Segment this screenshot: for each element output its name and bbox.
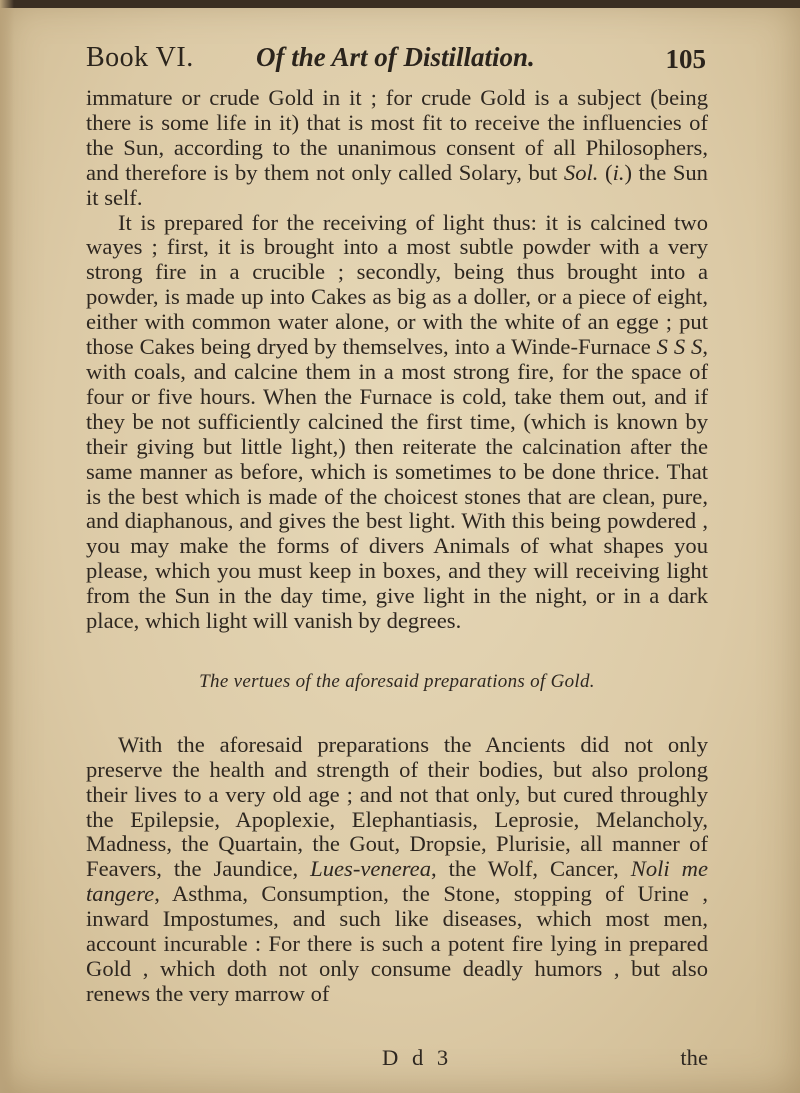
book-label: Book VI. xyxy=(86,42,194,73)
page-footer xyxy=(86,1045,708,1071)
paragraph-3: With the aforesaid preparations the Ancients did not only preserve the health and strength of their bodies, but also prolong their lives to a very old age ; and not that only, but cured throughly the Epilepsie, Apoplexie, Elephantiasis, Leprosie, Melancholy, Madness, the Quartain, the Gout, Dropsie, Plurisie, all manner of Feavers, the Jaundice, Lues-venerea, the Wolf, Cancer, Noli me tangere, Asthma, Consumption, the Stone, stopping of Urine , inward Impostumes, and such like diseases, which most men, account incurable : For there is such a potent fire lying in prepared Gold , which doth not only consume deadly humors , but also renews the very marrow of xyxy=(86,731,708,1006)
page-top-edge xyxy=(0,0,800,8)
running-title: Of the Art of Distillation. xyxy=(256,42,535,72)
signature-mark: D d 3 xyxy=(382,1045,453,1070)
page-number: 105 xyxy=(665,44,706,74)
paragraph-1: immature or crude Gold in it ; for crude Gold is a subject (being there is some life in it) that is most fit to receive the influencies of the Sun, according to the unanimous consent of all Philosophers, and therefore is by them not only called Solary, but Sol. (i.) the Sun it self. xyxy=(86,85,708,210)
running-header xyxy=(86,42,706,86)
section-heading: The vertues of the aforesaid preparations of Gold. xyxy=(199,670,595,692)
page-binding-shadow xyxy=(0,0,14,1093)
paragraph-2: It is prepared for the receiving of light thus: it is calcined two wayes ; first, it is brought into a most subtle powder with a very strong fire in a crucible ; secondly, being thus brought into a powder, is made up into Cakes as big as a doller, or a piece of eight, either with common water alone, or with the white of an egge ; put those Cakes being dryed by themselves, into a Winde-Furnace S S S, with coals, and calcine them in a most strong fire, for the space of four or five hours. When the Furnace is cold, take them out, and if they be not sufficiently calcined the first time, (which is known by their giving but little light,) then reiterate the calcination after the same manner as before, which is sometimes to be done thrice. That is the best which is made of the choicest stones that are clean, pure, and diaphanous, and gives the best light. With this being powdered , you may make the forms of divers Animals of what shapes you please, which you must keep in boxes, and they will receiving light from the Sun in the day time, give light in the night, or in a dark place, which light will vanish by degrees. xyxy=(86,209,708,634)
catchword: the xyxy=(680,1045,708,1070)
body-text xyxy=(86,86,708,1007)
